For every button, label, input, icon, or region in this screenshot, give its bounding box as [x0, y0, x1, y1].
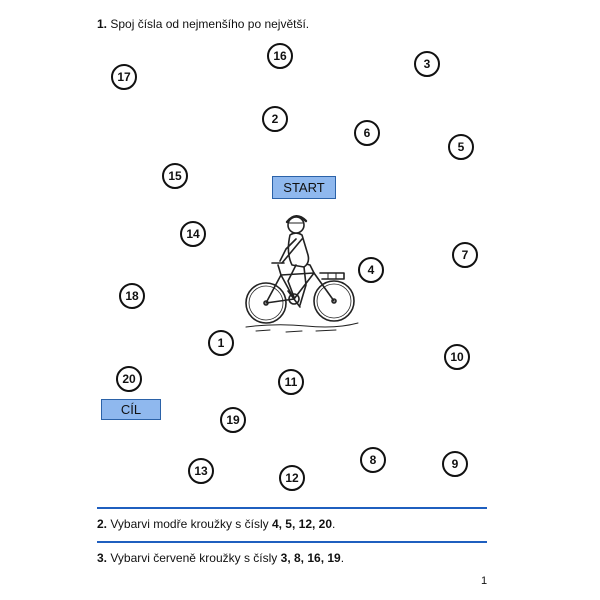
number-circle-17[interactable]: [111, 64, 137, 90]
circle-label: 7: [461, 248, 469, 262]
cyclist-illustration: [236, 205, 366, 335]
circle-label: 8: [369, 453, 377, 467]
circle-label: 3: [423, 57, 431, 71]
number-circle-18[interactable]: [119, 283, 145, 309]
number-circle-1[interactable]: [208, 330, 234, 356]
number-circle-20[interactable]: [116, 366, 142, 392]
number-circle-5[interactable]: [448, 134, 474, 160]
number-circle-3[interactable]: [414, 51, 440, 77]
circle-label: 12: [285, 471, 299, 485]
finish-label: CÍL: [101, 399, 161, 420]
circle-label: 5: [457, 140, 465, 154]
task-2-number: 2.: [97, 517, 108, 531]
circle-label: 16: [273, 49, 287, 63]
number-circle-9[interactable]: [442, 451, 468, 477]
task-2-period: .: [332, 517, 336, 531]
task-1-text: Spoj čísla od nejmenšího po největší.: [110, 17, 310, 31]
task-3-instruction: [97, 551, 344, 565]
number-circle-12[interactable]: [279, 465, 305, 491]
task-3-period: .: [340, 551, 345, 565]
number-circle-16[interactable]: [267, 43, 293, 69]
page-number: 1: [481, 575, 488, 587]
number-circle-8[interactable]: [360, 447, 386, 473]
number-circle-13[interactable]: [188, 458, 214, 484]
circle-label: 15: [168, 169, 182, 183]
circle-label: 11: [284, 375, 298, 389]
number-circle-7[interactable]: [452, 242, 478, 268]
task-2-text: Vybarvi modře kroužky s čísly: [110, 517, 269, 531]
circle-label: 14: [186, 227, 200, 241]
task-2-instruction: [97, 517, 335, 531]
circle-label: 6: [363, 126, 371, 140]
circle-label: 10: [450, 350, 464, 364]
number-circle-15[interactable]: [162, 163, 188, 189]
circle-label: 19: [226, 413, 240, 427]
task-1-instruction: [97, 17, 309, 31]
task-2-numbers: 4, 5, 12, 20: [271, 517, 333, 531]
circle-label: 20: [122, 372, 136, 386]
number-circle-14[interactable]: [180, 221, 206, 247]
task-3-number: 3.: [97, 551, 108, 565]
circle-label: 1: [217, 336, 225, 350]
number-circle-10[interactable]: [444, 344, 470, 370]
task-3-text: Vybarvi červeně kroužky s čísly: [110, 551, 278, 565]
divider-line-1: [97, 507, 487, 509]
circle-label: 2: [271, 112, 279, 126]
divider-line-2: [97, 541, 487, 543]
number-circle-19[interactable]: [220, 407, 246, 433]
circle-label: 17: [117, 70, 131, 84]
task-1-number: 1.: [97, 17, 108, 31]
circle-label: 18: [125, 289, 139, 303]
number-circle-11[interactable]: [278, 369, 304, 395]
task-3-numbers: 3, 8, 16, 19: [280, 551, 341, 565]
circle-label: 4: [367, 263, 375, 277]
start-label: START: [272, 176, 336, 199]
number-circle-6[interactable]: [354, 120, 380, 146]
circle-label: 13: [194, 464, 208, 478]
circle-label: 9: [451, 457, 459, 471]
number-circle-2[interactable]: [262, 106, 288, 132]
